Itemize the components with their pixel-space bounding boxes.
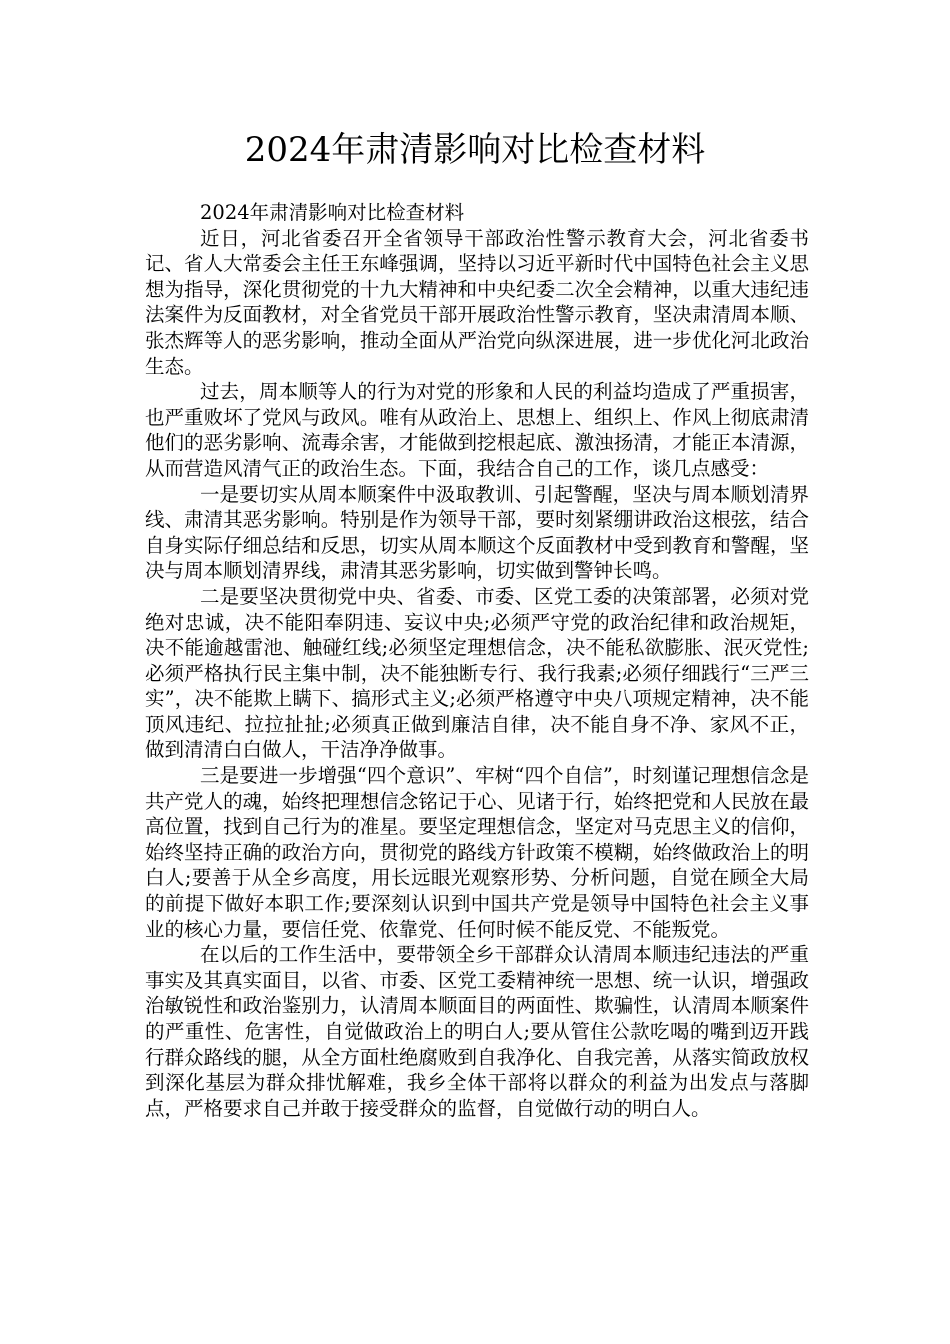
document-body	[145, 200, 809, 1121]
paragraph-1: 近日，河北省委召开全省领导干部政治性警示教育大会，河北省委书记、省人大常委会主任王东峰强调，坚持以习近平新时代中国特色社会主义思想为指导，深化贯彻党的十九大精神和中央纪委二次全会精神，以重大违纪违法案件为反面教材，对全省党员干部开展政治性警示教育，坚决肃清周本顺、张杰辉等人的恶劣影响，推动全面从严治党向纵深进展，进一步优化河北政治生态。	[145, 226, 809, 378]
paragraph-3: 一是要切实从周本顺案件中汲取教训、引起警醒，坚决与周本顺划清界线、肃清其恶劣影响。特别是作为领导干部，要时刻紧绷讲政治这根弦，结合自身实际仔细总结和反思，切实从周本顺这个反面教材中受到教育和警醒，坚决与周本顺划清界线，肃清其恶劣影响，切实做到警钟长鸣。	[145, 482, 809, 583]
document-subtitle: 2024年肃清影响对比检查材料	[200, 201, 465, 224]
paragraph-4: 二是要坚决贯彻党中央、省委、市委、区党工委的决策部署，必须对党绝对忠诚，决不能阳奉阴违、妄议中央;必须严守党的政治纪律和政治规矩，决不能逾越雷池、触碰红线;必须坚定理想信念，决不能私欲膨胀、泯灭党性;必须严格执行民主集中制，决不能独断专行、我行我素;必须仔细践行“三严三实”，决不能欺上瞒下、搞形式主义;必须严格遵守中央八项规定精神，决不能顶风违纪、拉拉扯扯;必须真正做到廉洁自律，决不能自身不净、家风不正，做到清清白白做人，干洁净净做事。	[145, 584, 809, 762]
paragraph-2: 过去，周本顺等人的行为对党的形象和人民的利益均造成了严重损害，也严重败坏了党风与政风。唯有从政治上、思想上、组织上、作风上彻底肃清他们的恶劣影响、流毒余害，才能做到挖根起底、激浊扬清，才能正本清源，从而营造风清气正的政治生态。下面，我结合自己的工作，谈几点感受：	[145, 380, 809, 480]
paragraph-6: 在以后的工作生活中，要带领全乡干部群众认清周本顺违纪违法的严重事实及其真实面目，以省、市委、区党工委精神统一思想、统一认识，增强政治敏锐性和政治鉴别力，认清周本顺面目的两面性、欺骗性，认清周本顺案件的严重性、危害性，自觉做政治上的明白人;要从管住公款吃喝的嘴到迈开践行群众路线的腿，从全方面杜绝腐败到自我净化、自我完善，从落实简政放权到深化基层为群众排忧解难，我乡全体干部将以群众的利益为出发点与落脚点，严格要求自己并敢于接受群众的监督，自觉做行动的明白人。	[145, 943, 809, 1120]
document-title: 2024年肃清影响对比检查材料	[244, 130, 706, 170]
paragraph-5: 三是要进一步增强“四个意识”、牢树“四个自信”，时刻谨记理想信念是共产党人的魂，始终把理想信念铭记于心、见诸于行，始终把党和人民放在最高位置，找到自己行为的准星。要坚定理想信念，坚定对马克思主义的信仰，始终坚持正确的政治方向，贯彻党的路线方针政策不模糊，始终做政治上的明白人;要善于从全乡高度，用长远眼光观察形势、分析问题，自觉在顾全大局的前提下做好本职工作;要深刻认识到中国共产党是领导中国特色社会主义事业的核心力量，要信任党、依靠党、任何时候不能反党、不能叛党。	[145, 764, 809, 941]
